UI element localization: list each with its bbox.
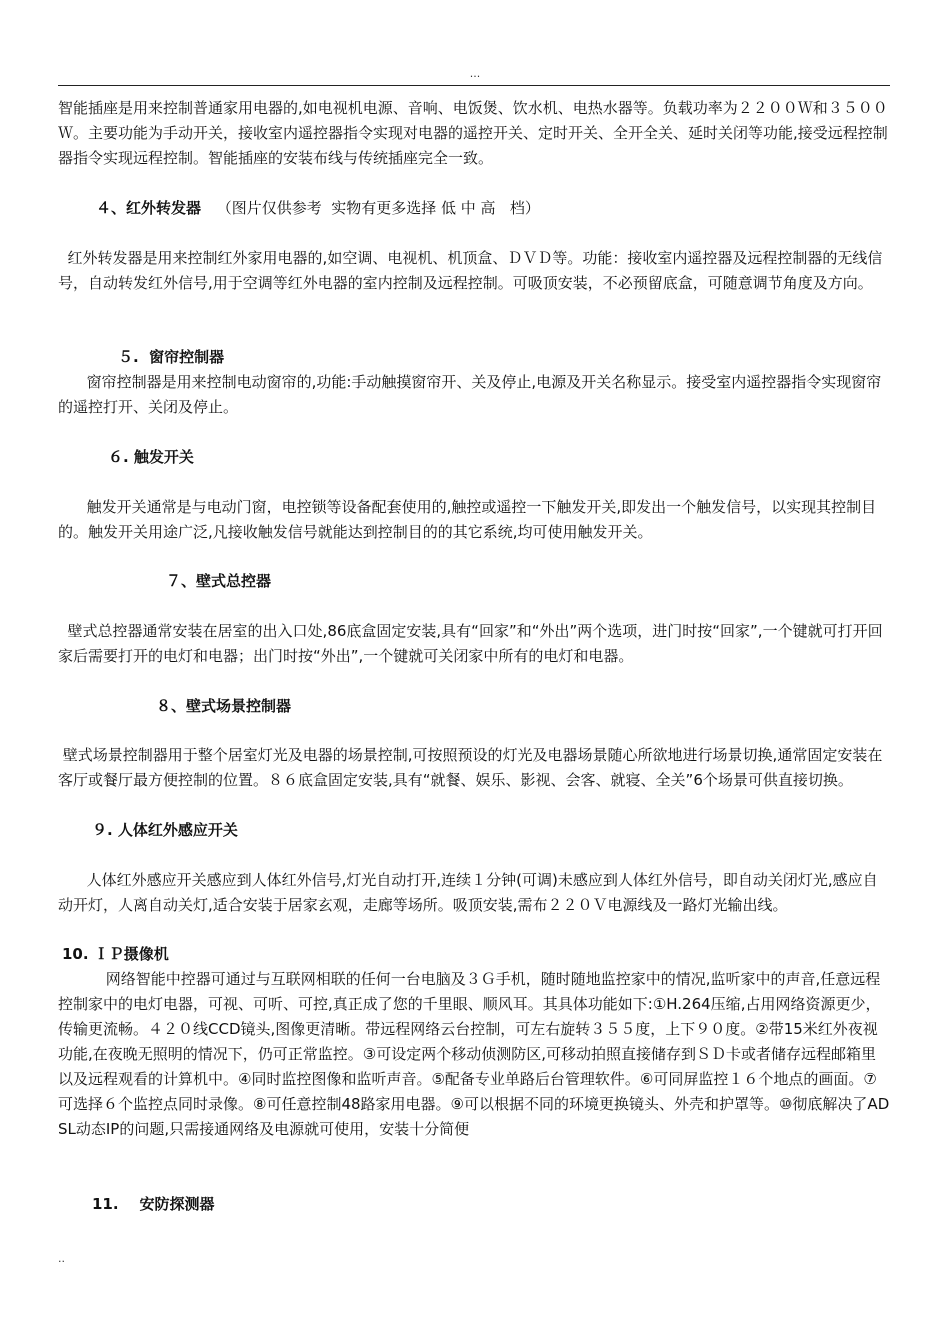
section-7-heading: ７、壁式总控器 [166, 572, 272, 590]
header-dots: ... [469, 67, 481, 80]
section-6-heading: ６. 触发开关 [108, 448, 194, 466]
section-10-heading: 10. ＩＰ摄像机 [62, 945, 169, 963]
paragraph-pir-switch: 人体红外感应开关感应到人体红外信号,灯光自动打开,连续１分钟(可调)未感应到人体红外信号，即自动关闭灯光,感应自动开灯，人离自动关灯,适合安装于居家玄观，走廊等场所。吸顶安装,需布２２０Ｖ电源线及一路灯光输出线。 [58, 871, 878, 914]
paragraph-ip-camera: 网络智能中控器可通过与互联网相联的任何一台电脑及３Ｇ手机，随时随地监控家中的情况,监听家中的声音,任意远程控制家中的电灯电器，可视、可听、可控,真正成了您的千里眼、顺风耳。其具体功能如下:①H.264压缩,占用网络资源更少，传输更流畅。４２０线CCD镜头,图像更清晰。带远程网络云台控制，可左右旋转３５５度，上下９０度。②带15米红外夜视功能,在夜晚无照明的情况下，仍可正常监控。③可设定两个移动侦测防区,可移动拍照直接储存到ＳＤ卡或者储存远程邮箱里以及远程观看的计算机中。④同时监控图像和监听声音。⑤配备专业单路后台管理软件。⑥可同屏监控１６个地点的画面。⑦可选择６个监控点同时录像。⑧可任意控制48路家用电器。⑨可以根据不同的环境更换镜头、外壳和护罩等。⑩彻底解决了ADSL动态IP的问题,只需接通网络及电源就可使用，安装十分简便 [58, 970, 890, 1138]
section-4-heading [96, 196, 540, 221]
section-8-heading: ８、壁式场景控制器 [156, 697, 292, 715]
section-4-note: （图片仅供参考 实物有更多选择 低 中 高 档） [216, 199, 540, 217]
footer-dots: .. [58, 1252, 65, 1265]
section-11-heading: 11. 安防探测器 [92, 1195, 215, 1213]
paragraph-scene-controller: 壁式场景控制器用于整个居室灯光及电器的场景控制,可按照预设的灯光及电器场景随心所欲地进行场景切换,通常固定安装在客厅或餐厅最方便控制的位置。８６底盒固定安装,具有“就餐、娱乐、影视、会客、就寝、全关”6个场景可供直接切换。 [58, 746, 883, 789]
section-9-heading: ９. 人体红外感应开关 [92, 821, 238, 839]
paragraph-trigger-switch: 触发开关通常是与电动门窗，电控锁等设备配套使用的,触控或遥控一下触发开关,即发出一个触发信号，以实现其控制目的。触发开关用途广泛,凡接收触发信号就能达到控制目的的其它系统,均可使用触发开关。 [58, 498, 877, 541]
paragraph-smart-socket: 智能插座是用来控制普通家用电器的,如电视机电源、音响、电饭煲、饮水机、电热水器等。负载功率为２２００Ｗ和３５００Ｗ。主要功能为手动开关，接收室内遥控器指令实现对电器的遥控开关、定时开关、全开全关、延时关闭等功能,接受远程控制器指令实现远程控制。智能插座的安装布线与传统插座完全一致。 [58, 99, 888, 167]
header-rule [58, 85, 890, 86]
paragraph-curtain-controller: 窗帘控制器是用来控制电动窗帘的,功能:手动触摸窗帘开、关及停止,电源及开关名称显示。接受室内遥控器指令实现窗帘的遥控打开、关闭及停止。 [58, 373, 882, 416]
section-4-title: ４、红外转发器 [96, 199, 202, 217]
paragraph-ir-forwarder: 红外转发器是用来控制红外家用电器的,如空调、电视机、机顶盒、ＤＶＤ等。功能：接收室内遥控器及远程控制器的无线信号，自动转发红外信号,用于空调等红外电器的室内控制及远程控制。可吸顶安装，不必预留底盒，可随意调节角度及方向。 [58, 249, 883, 292]
paragraph-wall-master-controller: 壁式总控器通常安装在居室的出入口处,86底盒固定安装,具有“回家”和“外出”两个选项，进门时按“回家”,一个键就可打开回家后需要打开的电灯和电器；出门时按“外出”,一个键就可关闭家中所有的电灯和电器。 [58, 622, 883, 665]
section-5-heading: ５. 窗帘控制器 [118, 348, 225, 366]
